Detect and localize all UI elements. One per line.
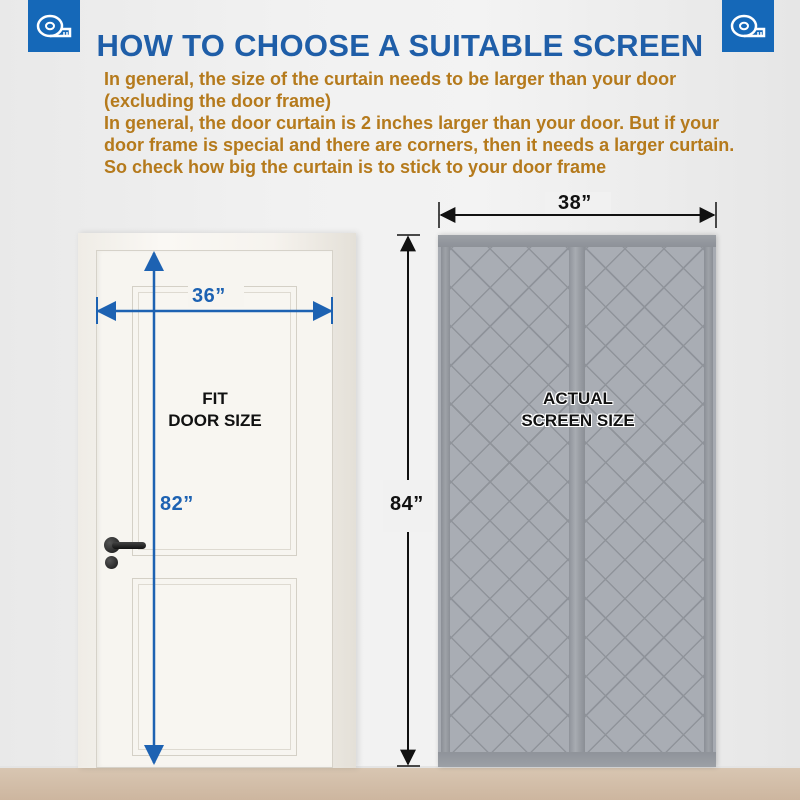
screen-size-caption: ACTUAL SCREEN SIZE: [521, 389, 635, 430]
door-height-label: 82”: [160, 493, 194, 515]
frame-guidance-text: In general, the door curtain is 2 inches larger than your door. But if your door frame is special and there are corners, then it needs a larger curtain. So check how big the curtain is to stick to your door frame: [104, 113, 735, 177]
page-title: HOW TO CHOOSE A SUITABLE SCREEN: [96, 28, 704, 63]
door-size-caption: FIT DOOR SIZE: [168, 389, 262, 430]
curtain-height-label: 84”: [390, 493, 424, 515]
door-width-label: 36”: [192, 285, 226, 307]
curtain-width-label: 38”: [558, 192, 592, 214]
size-guidance-text: In general, the size of the curtain needs to be larger than your door (excluding the door frame): [104, 69, 677, 111]
